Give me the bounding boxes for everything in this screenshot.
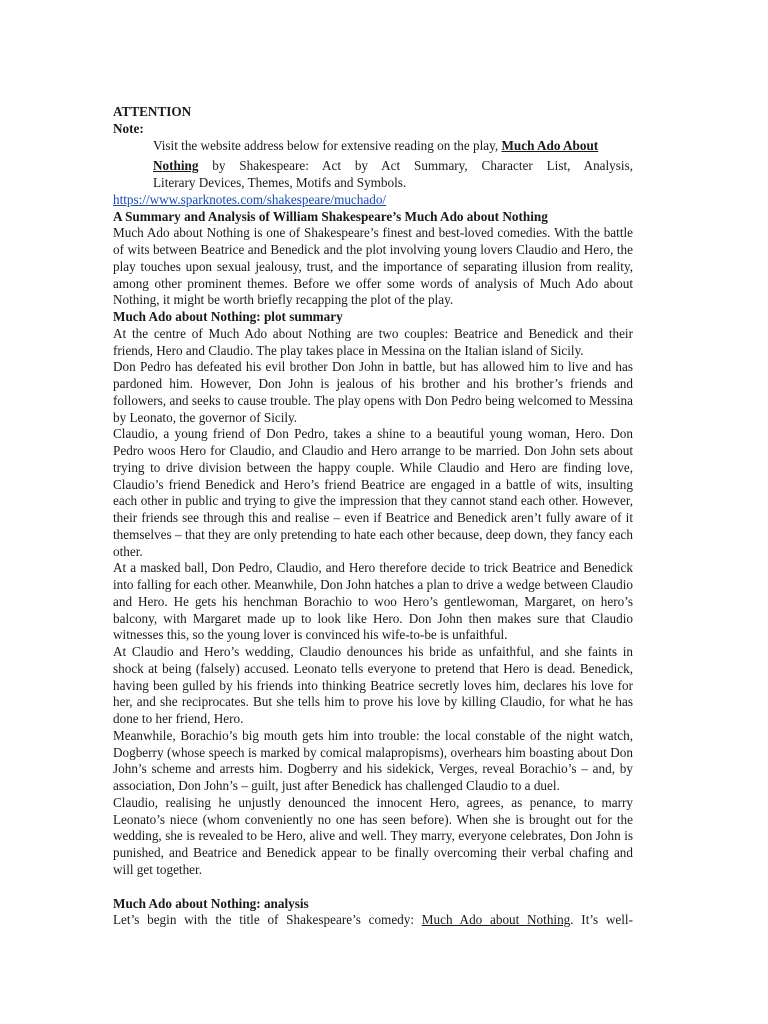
note-line-2-text: by Shakespeare: Act by Act Summary, Character List, Analysis, <box>198 158 633 174</box>
play-title-part-2: Nothing <box>153 158 199 174</box>
analysis-intro-text: Let’s begin with the title of Shakespeare’s comedy: <box>113 912 422 928</box>
plot-paragraph-6: Meanwhile, Borachio’s big mouth gets him into trouble: the local constable of the night watch, Dogberry (whose speech is marked by comical malapropisms), overhears him boasting about Don John’s scheme and arrests him. Dogberry and his sidekick, Verges, reveal Borachio’s – and, by association, Don John’s – guilt, just after Benedick has challenged Claudio to a duel. <box>113 727 633 793</box>
analysis-heading: Much Ado about Nothing: analysis <box>113 895 309 911</box>
intro-paragraph: Much Ado about Nothing is one of Shakespeare’s finest and best-loved comedies. With the battle of wits between Beatrice and Benedick and the plot involving young lovers Claudio and Hero, the play touches upon sexual jealousy, trust, and the importance of separating illusion from reality, among other prominent themes. Before we offer some words of analysis of Much Ado about Nothing, it might be worth briefly recapping the plot of the play. <box>113 225 633 308</box>
plot-paragraph-1: At the centre of Much Ado about Nothing are two couples: Beatrice and Benedick and their friends, Hero and Claudio. The play takes place in Messina on the Italian island of Sicily. <box>113 325 633 358</box>
plot-paragraph-2: Don Pedro has defeated his evil brother Don John in battle, but has allowed him to live and has pardoned him. However, Don John is jealous of his brother and his brother’s friends and followers, and seeks to cause trouble. The play opens with Don Pedro being welcomed to Messina by Leonato, the governor of Sicily. <box>113 359 633 425</box>
sparknotes-link[interactable]: https://www.sparknotes.com/shakespeare/muchado/ <box>113 191 387 207</box>
document-page <box>113 104 633 929</box>
analysis-play-title: Much Ado about Nothing <box>421 912 571 928</box>
plot-paragraph-3: Claudio, a young friend of Don Pedro, takes a shine to a beautiful young woman, Hero. Don Pedro woos Hero for Claudio, and Claudio and Hero arrange to be married. Don John sets about trying to drive division between the happy couple. While Claudio and Hero are finding love, Claudio’s friend Benedick and Hero’s friend Beatrice are engaged in a battle of wits, insulting each other in public and trying to give the impression that they cannot stand each other. However, their friends see through this and realise – even if Beatrice and Benedick aren’t fully aware of it themselves – that they are only pretending to hate each other because, deep down, they fancy each other. <box>113 426 633 559</box>
note-block <box>153 138 633 192</box>
plot-paragraph-5: At Claudio and Hero’s wedding, Claudio denounces his bride as unfaithful, and she faints in shock at being (falsely) accused. Leonato tells everyone to pretend that Hero is dead. Benedick, having been gulled by his friends into thinking Beatrice secretly loves him, declares his love for her, and she reciprocates. But she tells him to prove his love by killing Claudio, for what he has done to her friend, Hero. <box>113 644 633 726</box>
plot-summary-heading: Much Ado about Nothing: plot summary <box>113 309 343 324</box>
section-spacer <box>113 879 633 896</box>
summary-heading: A Summary and Analysis of William Shakespeare’s Much Ado about Nothing <box>113 208 548 224</box>
play-title-part-1: Much Ado About <box>501 137 599 153</box>
plot-paragraph-7: Claudio, realising he unjustly denounced the innocent Hero, agrees, as penance, to marry Leonato’s niece (whom conveniently no one has seen before). When she is brought out for the wedding, she is revealed to be Hero, alive and well. They marry, everyone celebrates, Don John is punished, and Beatrice and Benedick appear to be finally overcoming their verbal chafing and will get together. <box>113 794 633 877</box>
note-intro-text: Visit the website address below for extensive reading on the play, <box>153 137 502 153</box>
plot-paragraph-4: At a masked ball, Don Pedro, Claudio, and Hero therefore decide to trick Beatrice and Benedick into falling for each other. Meanwhile, Don John hatches a plan to drive a wedge between Claudio and Hero. He gets his henchman Borachio to woo Hero’s gentlewoman, Margaret, on hero’s balcony, with Margaret made up to look like Hero. Don John then makes sure that Claudio witnesses this, so the young lover is convinced his wife-to-be is unfaithful. <box>113 560 633 643</box>
note-label: Note: <box>113 120 144 136</box>
note-line-2 <box>153 158 633 175</box>
attention-heading: ATTENTION <box>113 104 192 119</box>
note-line-3: Literary Devices, Themes, Motifs and Symbols. <box>153 175 407 190</box>
note-line-1 <box>153 138 633 155</box>
analysis-paragraph <box>113 912 633 929</box>
analysis-continuation: . It’s well- <box>570 912 633 928</box>
